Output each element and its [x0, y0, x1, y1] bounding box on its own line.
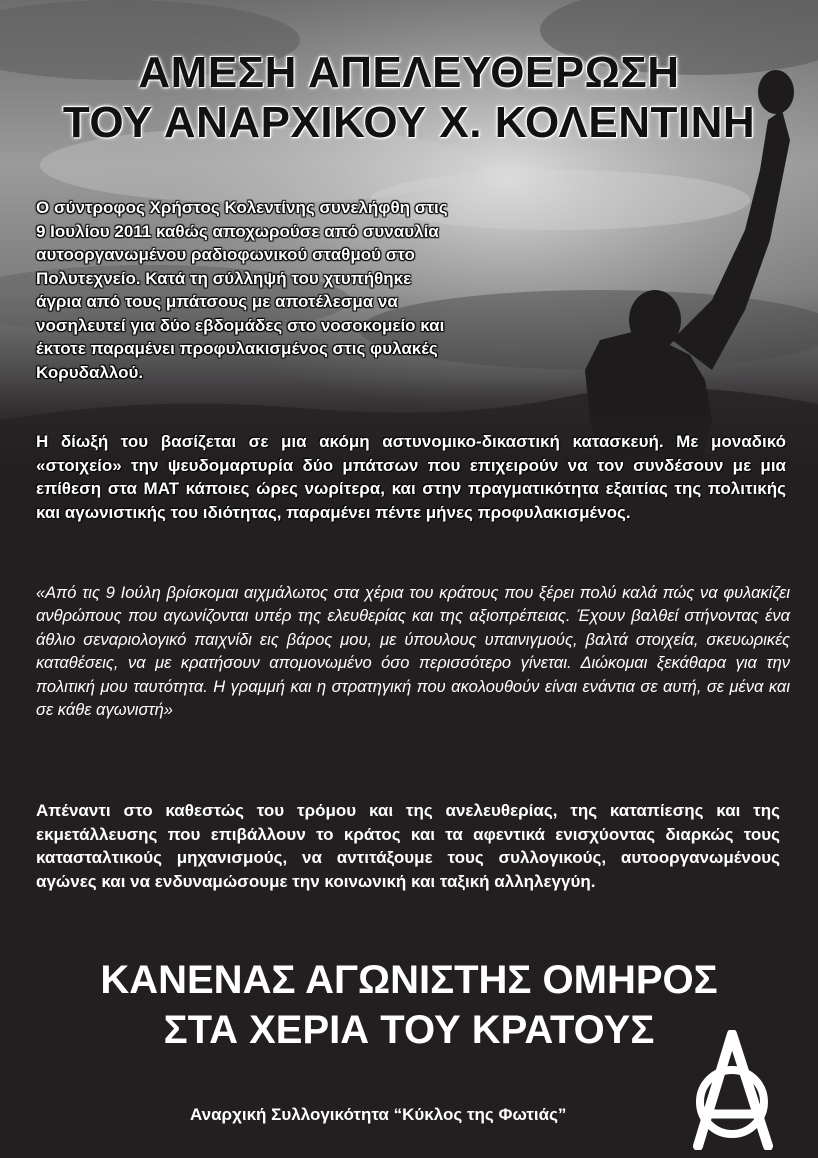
paragraph-call-to-action: Απέναντι στο καθεστώς του τρόμου και της ανελευθερίας, της καταπίεσης και της εκμετάλλευσης που επιβάλλουν το κράτος και τα αφεντικά ενισχύοντας διαρκώς τους κατασταλτικούς μηχανισμούς, να αντιτάξουμε τους συλλογικούς, αυτοοργανωμένους αγώνες και να ενδυναμώσουμε την κοινωνική και ταξική αλληλεγγύη. [36, 801, 780, 891]
paragraph-arrest [36, 196, 596, 384]
paragraph-line: Πολυτεχνείο. Κατά τη σύλληψή του χτυπήθηκε [36, 268, 412, 288]
paragraph-line: Κορυδαλλού. [36, 362, 144, 382]
paragraph-line: νοσηλευτεί για δύο εβδομάδες στο νοσοκομείο και [36, 315, 445, 335]
paragraph-line: Ο σύντροφος Χρήστος Κολεντίνης συνελήφθη στις [36, 198, 448, 217]
paragraph-line: άγρια από τους μπάτσους με αποτέλεσμα να [36, 292, 398, 311]
slogan-line-2: ΣΤΑ ΧΕΡΙΑ ΤΟΥ ΚΡΑΤΟΥΣ [163, 1008, 655, 1052]
paragraph-line: έκτοτε παραμένει προφυλακισμένος στις φυλακές [36, 339, 438, 358]
paragraph-line: αυτοοργανωμένου ραδιοφωνικού σταθμού στο [36, 245, 415, 264]
title-line-2: ΤΟΥ ΑΝΑΡΧΙΚΟΥ Χ. ΚΟΛΕΝΤΙΝΗ [62, 98, 756, 147]
signature: Αναρχική Συλλογικότητα “Κύκλος της Φωτιάς” [190, 1105, 567, 1124]
title-line-1: ΑΜΕΣΗ ΑΠΕΛΕΥΘΕΡΩΣΗ [138, 48, 680, 97]
slogan-line-1: ΚΑΝΕΝΑΣ ΑΓΩΝΙΣΤΗΣ ΟΜΗΡΟΣ [100, 958, 718, 1002]
paragraph-prosecution: Η δίωξή του βασίζεται σε μια ακόμη αστυνομικο-δικαστική κατασκευή. Με μοναδικό «στοιχείο» την ψευδομαρτυρία δύο μπάτσων που επιχειρούν να τον συνδέσουν με μια επίθεση στα ΜΑΤ κάποιες ώρες νωρίτερα, και στην πραγματικότητα εξαιτίας της πολιτικής και αγωνιστικής του ιδιότητας, παραμένει πέντε μήνες προφυλακισμένος. [36, 432, 786, 522]
paragraph-line: 9 Ιουλίου 2011 καθώς αποχωρούσε από συναυλία [36, 221, 439, 241]
circle-a-anarchy-icon [684, 1030, 780, 1150]
poster-title [0, 48, 818, 148]
prisoner-quote: «Από τις 9 Ιούλη βρίσκομαι αιχμάλωτος στα χέρια του κράτους που ξέρει πολύ καλά πώς να φυλακίζει ανθρώπους που αγωνίζονται υπέρ της ελευθερίας και της αξιοπρέπειας. Έχουν βαλθεί στήνοντας ένα άθλιο σεναριολογικό παιχνίδι εις βάρος μου, με ύπουλους υπαινιγμούς, βαλτά στοιχεία, σκευωρικές καταθέσεις, να με κρατήσουν απομονωμένο όσο περισσότερο γίνεται. Διώκομαι ξεκάθαρα για την πολιτική μου ταυτότητα. Η γραμμή και η στρατηγική που ακολουθούν είναι ενάντια σε αυτή, σε μένα και σε κάθε αγωνιστή» [36, 584, 790, 720]
